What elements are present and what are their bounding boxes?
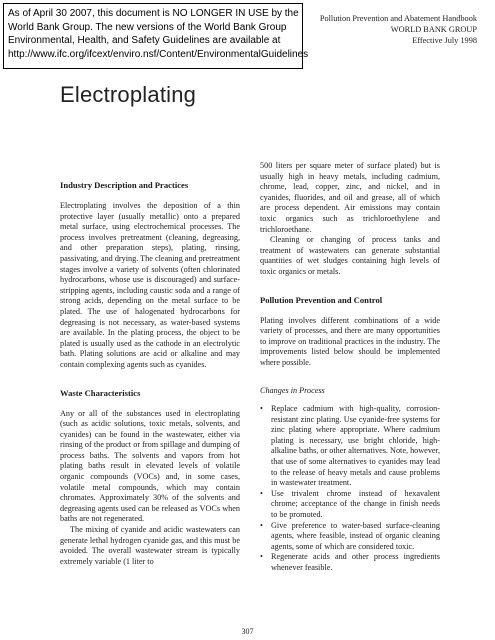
list-item [260, 521, 440, 553]
list-item [260, 552, 440, 573]
handbook-effective-date: Effective July 1998 [412, 36, 477, 45]
list-item-text: Replace cadmium with high-quality, corrosion-resistant zinc plating. Use cyanide-free systems for zinc plating where appropriate. Where cadmium plating is necessary, use bright chloride, high-alkaline baths, or other alternatives. Note, however, that use of some alternatives to cyanides may lead to the release of heavy metals and cause problems in wastewater treatment. [271, 404, 440, 488]
list-item [260, 404, 440, 489]
handbook-header [320, 13, 477, 46]
bullet-icon: • [260, 520, 263, 530]
list-item-text: Give preference to water-based surface-cleaning agents, where feasible, instead of organic cleaning agents, some of which are considered toxic. [271, 520, 440, 551]
list-item-text: Regenerate acids and other process ingredients whenever feasible. [271, 552, 440, 572]
notice-url[interactable]: http://www.ifc.org/ifcext/enviro.nsf/Content/EnvironmentalGuidelines [8, 48, 309, 60]
waste-paragraph-2: The mixing of cyanide and acidic wastewaters can generate lethal hydrogen cyanide gas, and this must be avoided. The overall wastewater stream is typically extremely variable (1 liter to [60, 525, 240, 566]
left-column [60, 180, 240, 567]
ppc-paragraph: Plating involves different combinations of a wide variety of processes, and there are many opportunities to improve on traditional practices in the industry. The improvements listed below should be implemented where possible. [260, 315, 440, 367]
notice-box [3, 3, 309, 69]
right-column [260, 161, 440, 574]
waste-heading: Waste Characteristics [60, 387, 141, 398]
cleaning-paragraph: Cleaning or changing of process tanks and treatment of wastewaters can generate substantial quantities of wet sludges containing high levels of toxic organics or metals. [260, 235, 440, 276]
notice-line: Environmental, Health, and Safety Guidelines are available at [8, 35, 281, 46]
page-number: 307 [241, 627, 254, 636]
notice-line: World Bank Group. The new versions of the World Bank Group [8, 21, 287, 33]
notice-line: As of April 30 2007, this document is NO LONGER IN USE by the [8, 8, 299, 19]
page-title: Electroplating [60, 82, 197, 107]
changes-list [260, 404, 440, 574]
bullet-icon: • [260, 488, 263, 498]
list-item [260, 489, 440, 521]
waste-paragraph-1: Any or all of the substances used in electroplating (such as acidic solutions, toxic metals, solvents, and cyanides) can be found in the wastewater, either via rinsing of the product or from spillage and dumping of process baths. The solvents and vapors from hot plating baths result in elevated levels of volatile organic compounds (VOCs) and, in some cases, volatile metal compounds, which may contain chromates. Approximately 30% of the solvents and degreasing agents used can be released as VOCs when baths are not regenerated. [60, 408, 240, 524]
changes-heading: Changes in Process [260, 385, 325, 395]
bullet-icon: • [260, 404, 263, 414]
bullet-icon: • [260, 552, 263, 562]
handbook-title: Pollution Prevention and Abatement Handbook [319, 14, 477, 23]
list-item-text: Use trivalent chrome instead of hexavalent chrome; acceptance of the change in finish needs to be promoted. [271, 488, 440, 520]
industry-paragraph: Electroplating involves the deposition of a thin protective layer (usually metallic) onto a prepared metal surface, using electrochemical processes. The process involves pretreatment (cleaning, degreasing, and other preparation steps), plating, rinsing, passivating, and drying. The cleaning and pretreatment stages involve a variety of solvents (often chlorinated hydrocarbons, whose use is discouraged) and surface-stripping agents, including caustic soda and a range of strong acids, depending on the metal surface to be plated. The use of halogenated hydrocarbons for degreasing is not necessary, as water-based systems are available. In the plating process, the object to be plated is usually used as the cathode in an electrolytic bath. Plating solutions are acid or alkaline and may contain complexing agents such as cyanides. [60, 201, 240, 369]
ppc-heading: Pollution Prevention and Control [260, 294, 383, 305]
handbook-org: WORLD BANK GROUP [390, 25, 477, 34]
waste-continued-paragraph: 500 liters per square meter of surface plated) but is usually high in heavy metals, including cadmium, chrome, lead, copper, zinc, and nickel, and in cyanides, fluorides, and oil and grease, all of which are process dependent. Air emissions may contain toxic organics such as trichloroethylene and trichloroethane. [260, 161, 440, 234]
industry-heading: Industry Description and Practices [60, 180, 189, 190]
